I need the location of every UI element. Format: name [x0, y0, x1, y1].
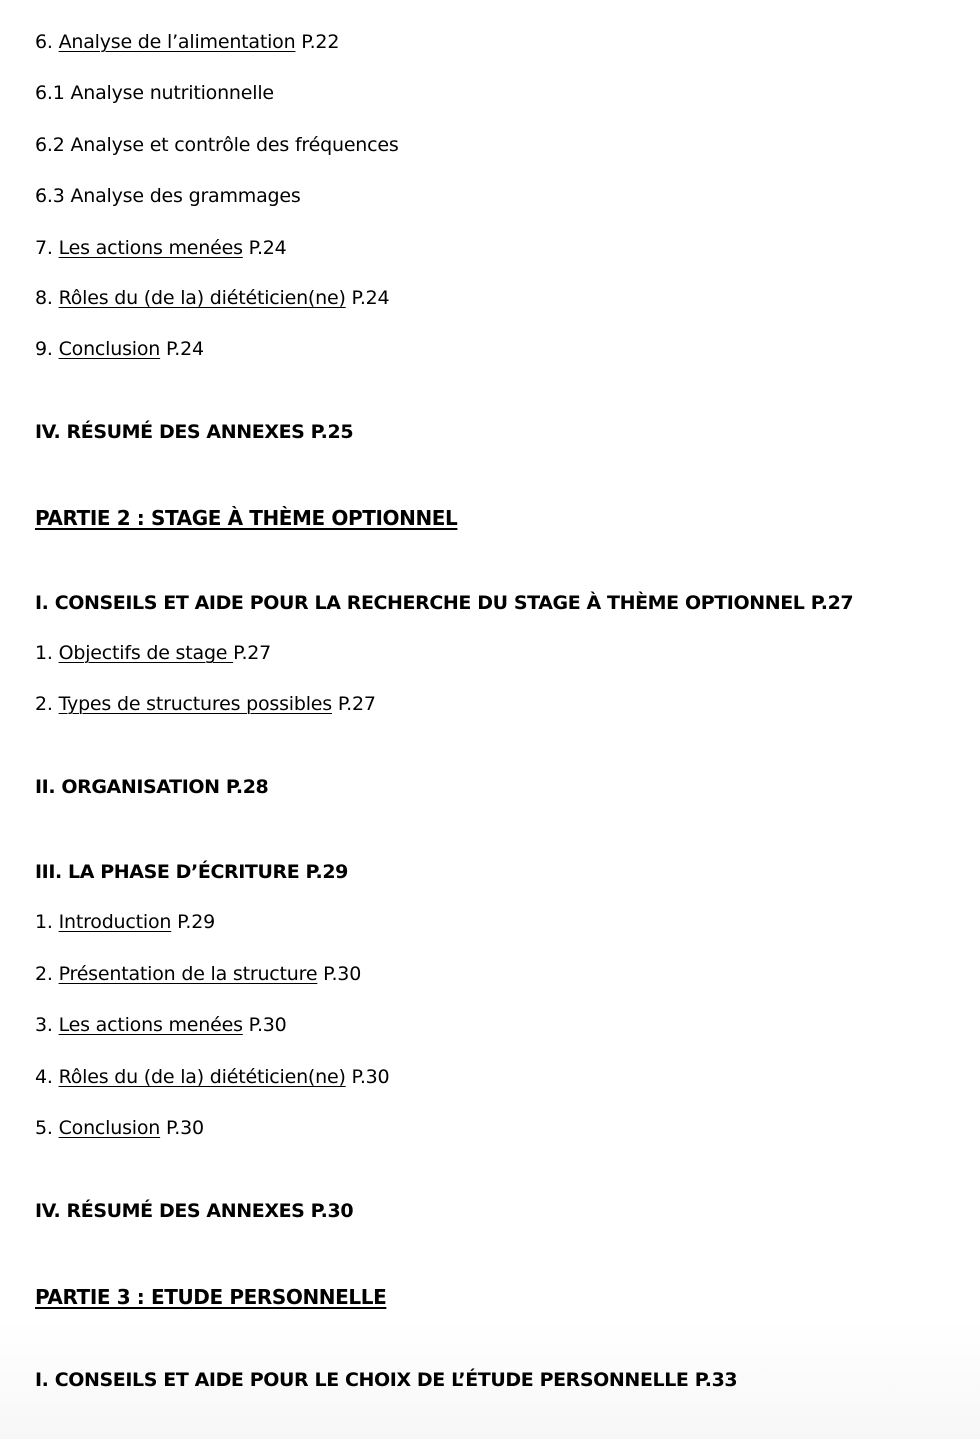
toc-item-conclusion-2	[35, 1116, 204, 1140]
toc-item-roles-dieteticien-2	[35, 1065, 389, 1089]
toc-item-presentation-structure	[35, 962, 361, 986]
toc-number: 7.	[35, 237, 59, 259]
toc-item-conclusion	[35, 337, 204, 361]
toc-section-conseils-etude-personnelle: I. CONSEILS ET AIDE POUR LE CHOIX DE L’ÉTUDE PERSONNELLE P.33	[35, 1369, 738, 1391]
toc-number: 2.	[35, 963, 59, 985]
toc-item-actions-menees-2	[35, 1013, 287, 1037]
toc-section-organisation: II. ORGANISATION P.28	[35, 776, 269, 798]
toc-link-presentation-structure[interactable]: Présentation de la structure	[58, 963, 318, 985]
toc-section-conseils-recherche-stage: I. CONSEILS ET AIDE POUR LA RECHERCHE DU STAGE À THÈME OPTIONNEL P.27	[35, 592, 854, 614]
toc-item-objectifs-stage	[35, 641, 271, 665]
toc-link-types-structures[interactable]: Types de structures possibles	[58, 693, 332, 715]
toc-item-actions-menees	[35, 236, 287, 260]
toc-number: 6.	[35, 31, 59, 53]
toc-item-analyse-alimentation	[35, 30, 339, 54]
toc-number: 5.	[35, 1117, 59, 1139]
toc-page: P.29	[171, 911, 216, 933]
toc-number: 4.	[35, 1066, 59, 1088]
toc-link-objectifs-stage[interactable]: Objectifs de stage	[58, 642, 234, 664]
toc-link-introduction[interactable]: Introduction	[58, 911, 172, 933]
toc-link-conclusion-2[interactable]: Conclusion	[58, 1117, 161, 1139]
toc-page: P.27	[233, 642, 272, 664]
toc-page: P.30	[242, 1014, 287, 1036]
toc-page: P.24	[242, 237, 287, 259]
toc-number: 2.	[35, 693, 59, 715]
toc-page: P.30	[160, 1117, 204, 1139]
toc-item-roles-dieteticien	[35, 286, 389, 310]
toc-page: P.30	[317, 963, 362, 985]
toc-item-types-structures	[35, 692, 376, 716]
toc-link-actions-menees[interactable]: Les actions menées	[58, 237, 243, 259]
toc-page: P.22	[295, 31, 340, 53]
toc-number: 9.	[35, 338, 59, 360]
toc-item-introduction	[35, 910, 215, 934]
toc-link-analyse-alimentation[interactable]: Analyse de l’alimentation	[58, 31, 296, 53]
toc-section-resume-annexes: IV. RÉSUMÉ DES ANNEXES P.25	[35, 421, 354, 443]
toc-number: 1.	[35, 911, 59, 933]
toc-part-heading-3: PARTIE 3 : ETUDE PERSONNELLE	[35, 1285, 387, 1309]
toc-subitem-analyse-frequences: 6.2 Analyse et contrôle des fréquences	[35, 134, 399, 156]
toc-section-phase-ecriture: III. LA PHASE D’ÉCRITURE P.29	[35, 861, 348, 883]
toc-page: P.24	[160, 338, 204, 360]
toc-link-roles-dieteticien[interactable]: Rôles du (de la) diététicien(ne)	[58, 287, 346, 309]
toc-link-roles-dieteticien-2[interactable]: Rôles du (de la) diététicien(ne)	[58, 1066, 346, 1088]
toc-page: P.27	[332, 693, 376, 715]
toc-page: P.24	[345, 287, 390, 309]
toc-number: 8.	[35, 287, 59, 309]
toc-subitem-analyse-nutritionnelle: 6.1 Analyse nutritionnelle	[35, 82, 274, 104]
toc-section-resume-annexes-2: IV. RÉSUMÉ DES ANNEXES P.30	[35, 1200, 354, 1222]
toc-subitem-analyse-grammages: 6.3 Analyse des grammages	[35, 185, 301, 207]
toc-link-actions-menees-2[interactable]: Les actions menées	[58, 1014, 243, 1036]
toc-page: P.30	[345, 1066, 390, 1088]
toc-link-conclusion[interactable]: Conclusion	[58, 338, 161, 360]
toc-number: 1.	[35, 642, 59, 664]
toc-number: 3.	[35, 1014, 59, 1036]
toc-part-heading-2: PARTIE 2 : STAGE À THÈME OPTIONNEL	[35, 506, 458, 530]
